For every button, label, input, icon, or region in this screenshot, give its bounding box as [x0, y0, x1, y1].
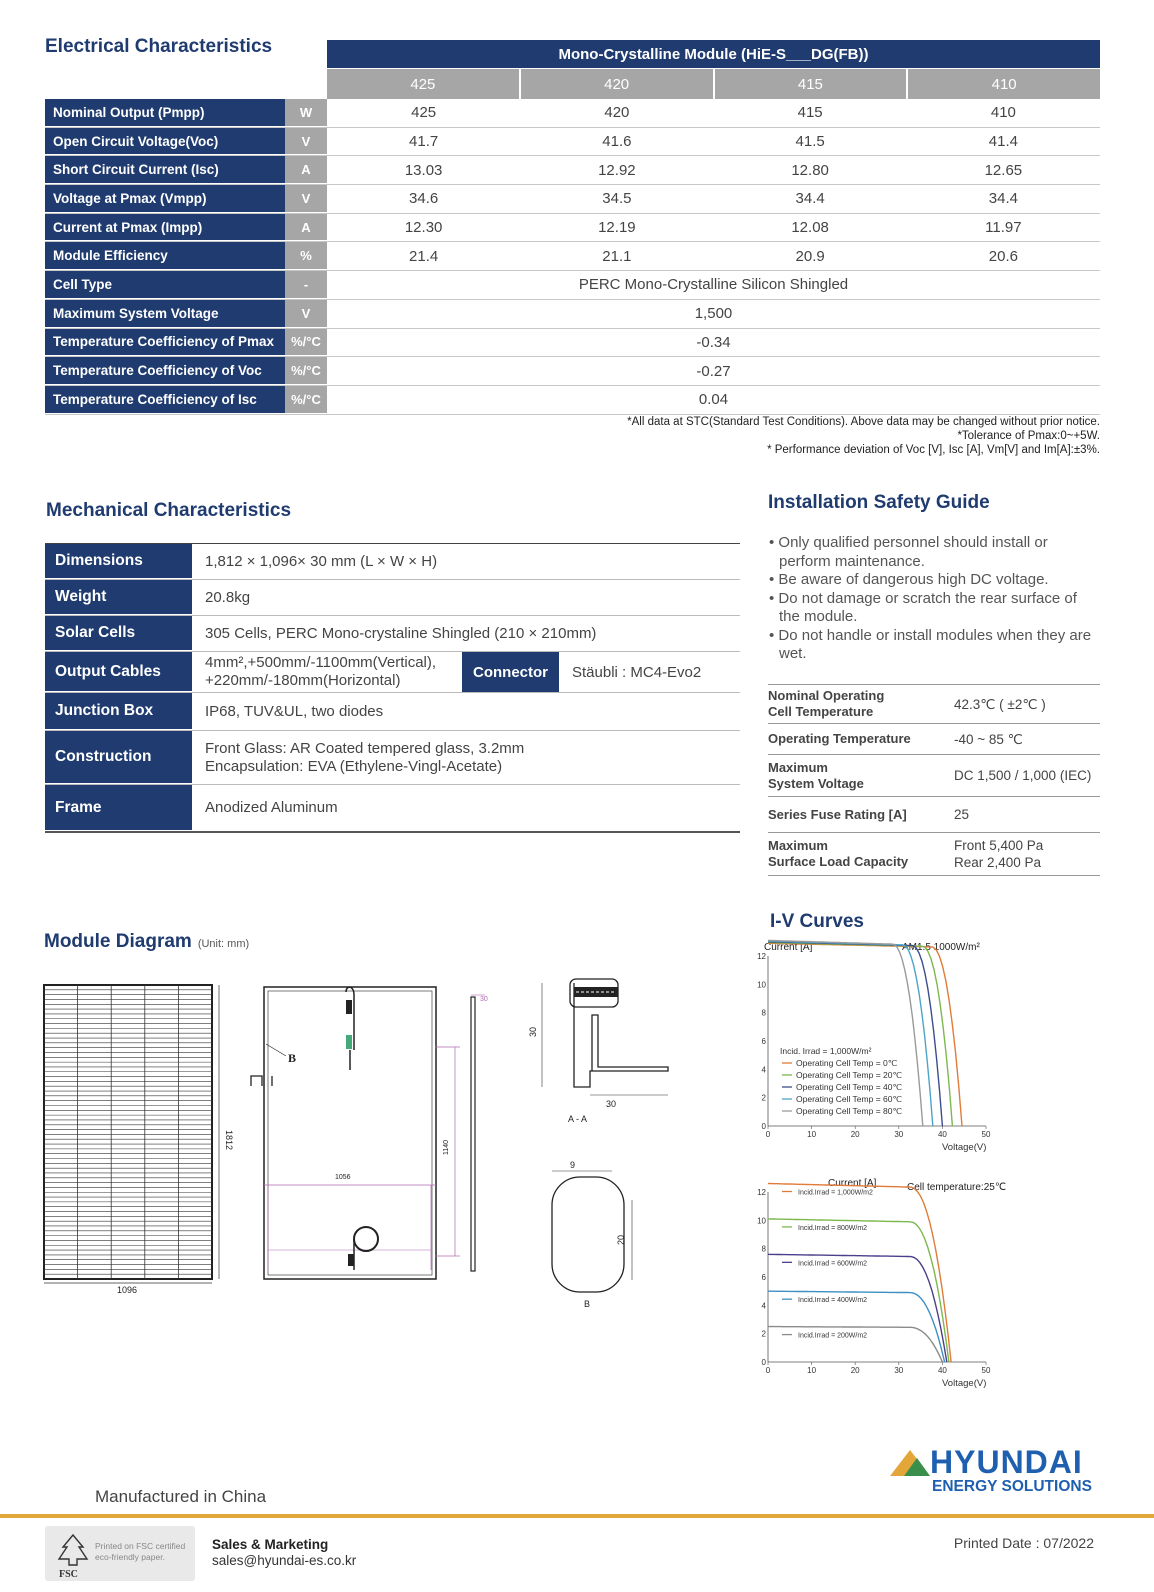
row-value: 420 [604, 104, 630, 122]
row-value: -0.34 [696, 333, 731, 351]
connector-label: Connector [462, 652, 559, 692]
y-axis-label: Current [A] [764, 942, 813, 953]
row-value: 20.6 [988, 247, 1018, 265]
series-label: Incid.Irrad = 1,000W/m2 [798, 1189, 873, 1197]
row-value: 425 [411, 104, 437, 122]
mech-label: Construction [45, 731, 192, 784]
manufactured-in: Manufactured in China [95, 1487, 267, 1506]
electrical-row [45, 386, 1100, 415]
mech-row-frame [45, 785, 740, 831]
fsc-tree-icon [53, 1531, 93, 1579]
electrical-row [45, 99, 1100, 128]
spec-label: Maximum System Voltage [768, 759, 864, 791]
model-425: 425 [327, 69, 519, 99]
electrical-row [45, 242, 1100, 271]
x-axis-label: Voltage(V) [942, 1378, 987, 1389]
row-unit: %/°C [285, 357, 327, 385]
spec-label: Nominal Operating Cell Temperature [768, 688, 885, 719]
safety-item: • Do not handle or install modules when they are wet. [768, 627, 1098, 664]
legend-label: Operating Cell Temp = 40℃ [796, 1082, 903, 1092]
row-unit: V [285, 185, 327, 213]
model-410: 410 [906, 69, 1100, 99]
row-label: Temperature Coefficiency of Voc [45, 357, 285, 385]
safety-item: • Do not damage or scratch the rear surface of the module. [768, 590, 1098, 627]
y-tick-label: 12 [757, 952, 766, 961]
row-label: Open Circuit Voltage(Voc) [45, 128, 285, 156]
mech-row-cells [45, 616, 740, 652]
iv-chart-irradiance [757, 1178, 1022, 1403]
y-tick-label: 8 [761, 1008, 766, 1018]
spec-label: Maximum Surface Load Capacity [768, 838, 909, 869]
row-unit: %/°C [285, 386, 327, 414]
printed-date: Printed Date : 07/2022 [953, 1535, 1094, 1551]
row-label: Maximum System Voltage [45, 300, 285, 328]
x-axis-label: Voltage(V) [942, 1142, 987, 1153]
mech-row-dimensions [45, 544, 740, 580]
dim-20: 20 [616, 1234, 626, 1245]
row-value: 34.4 [988, 190, 1018, 208]
electrical-title: Electrical Characteristics [45, 36, 273, 57]
section-b-drawing [540, 1160, 650, 1310]
x-tick-label: 20 [850, 1366, 860, 1375]
rear-view-drawing [250, 980, 510, 1290]
mech-value [192, 652, 462, 692]
spec-row [768, 832, 1100, 876]
x-tick-label: 50 [981, 1130, 991, 1139]
front-view-drawing [40, 980, 240, 1295]
safety-item: • Only qualified personnel should install or perform maintenance. [768, 534, 1098, 571]
row-value: 41.7 [409, 133, 439, 151]
mech-label: Dimensions [45, 544, 192, 579]
spec-value: 25 [954, 807, 970, 822]
row-unit: V [285, 128, 327, 156]
iv-title: I-V Curves [770, 911, 864, 932]
y-tick-label: 4 [761, 1065, 766, 1075]
sales-contact [212, 1537, 356, 1569]
series-label: Incid.Irrad = 600W/m2 [798, 1260, 868, 1268]
x-tick-label: 40 [937, 1130, 947, 1139]
y-tick-label: 2 [761, 1093, 766, 1103]
note-deviation: * Performance deviation of Voc [V], Isc [A], Vm[V] and Im[A]:±3%. [767, 444, 1100, 456]
y-tick-label: 10 [757, 1216, 766, 1226]
row-value: -0.27 [696, 362, 731, 380]
legend-label: Operating Cell Temp = 80℃ [796, 1106, 903, 1116]
mechanical-table [45, 543, 740, 833]
mech-value: 20.8kg [205, 588, 251, 606]
electrical-row [45, 156, 1100, 185]
row-value: 12.08 [791, 219, 829, 237]
spec-label: Series Fuse Rating [A] [768, 806, 907, 822]
x-tick-label: 10 [807, 1366, 817, 1375]
mech-label: Weight [45, 580, 192, 615]
section-aa-label: A - A [568, 1114, 588, 1124]
row-value: 34.4 [795, 190, 825, 208]
electrical-row [45, 329, 1100, 358]
row-value: 34.6 [409, 190, 439, 208]
diagram-unit: (Unit: mm) [197, 938, 250, 950]
x-tick-label: 30 [894, 1366, 904, 1375]
logo-subtext: ENERGY SOLUTIONS [932, 1478, 1092, 1495]
spec-value: DC 1,500 / 1,000 (IEC) [954, 768, 1092, 783]
row-value: 12.92 [598, 161, 636, 179]
row-label: Temperature Coefficiency of Isc [45, 386, 285, 414]
model-420: 420 [519, 69, 713, 99]
row-value: 11.97 [985, 219, 1022, 237]
y-tick-label: 4 [761, 1301, 766, 1311]
safety-title: Installation Safety Guide [768, 492, 990, 513]
x-tick-label: 30 [894, 1130, 904, 1139]
y-tick-label: 0 [761, 1122, 766, 1131]
mech-label: Junction Box [45, 693, 192, 730]
spec-row [768, 723, 1100, 754]
legend-label: Operating Cell Temp = 20℃ [796, 1070, 903, 1080]
mech-row-weight [45, 580, 740, 616]
mech-label: Solar Cells [45, 616, 192, 651]
row-value: 21.1 [602, 247, 632, 265]
sales-email[interactable]: sales@hyundai-es.co.kr [212, 1553, 357, 1568]
x-tick-label: 40 [937, 1366, 947, 1375]
iv-chart-temperature [757, 942, 1022, 1167]
row-unit: %/°C [285, 329, 327, 357]
construction-line1: Front Glass: AR Coated tempered glass, 3.2mm [205, 739, 525, 757]
row-label: Cell Type [45, 271, 285, 299]
row-value: 12.19 [598, 219, 636, 237]
legend-title: Incid. Irrad = 1,000W/m² [780, 1046, 872, 1056]
chart-title: Cell temperature:25℃ [907, 1182, 1007, 1193]
footer-divider [0, 1514, 1154, 1518]
fsc-mark: FSC [59, 1569, 78, 1580]
dim-30-side: 30 [480, 996, 488, 1003]
note-tolerance: *Tolerance of Pmax:0~+5W. [957, 430, 1100, 442]
y-tick-label: 10 [757, 980, 766, 990]
row-unit: W [285, 99, 327, 127]
row-value: 415 [797, 104, 823, 122]
series-label: Incid.Irrad = 200W/m2 [798, 1332, 868, 1340]
row-unit: - [285, 271, 327, 299]
spec-value: Front 5,400 Pa Rear 2,400 Pa [954, 838, 1044, 870]
row-label: Short Circuit Current (Isc) [45, 156, 285, 184]
mech-row-construction [45, 731, 740, 785]
row-value: PERC Mono-Crystalline Silicon Shingled [578, 276, 849, 294]
y-tick-label: 2 [761, 1329, 766, 1339]
electrical-row [45, 357, 1100, 386]
row-label: Nominal Output (Pmpp) [45, 99, 285, 127]
series-label: Incid.Irrad = 400W/m2 [798, 1297, 868, 1305]
row-label: Current at Pmax (Impp) [45, 214, 285, 242]
mech-value [192, 731, 740, 784]
y-tick-label: 8 [761, 1244, 766, 1254]
logo-triangle-icon [890, 1448, 930, 1478]
y-tick-label: 12 [757, 1188, 766, 1197]
module-header: Mono-Crystalline Module (HiE-S___DG(FB)) [327, 40, 1100, 68]
safety-item: • Be aware of dangerous high DC voltage. [768, 571, 1098, 590]
row-label: Voltage at Pmax (Vmpp) [45, 185, 285, 213]
row-value: 34.5 [602, 190, 632, 208]
y-tick-label: 6 [761, 1273, 766, 1282]
row-value: 41.6 [602, 133, 632, 151]
row-value: 1,500 [694, 305, 733, 323]
safety-specs [768, 684, 1100, 876]
mech-value: Anodized Aluminum [205, 799, 338, 816]
chart-title: AM1.5 1000W/m² [902, 942, 980, 953]
electrical-row [45, 185, 1100, 214]
iv-series-line [768, 1254, 947, 1362]
row-unit: V [285, 300, 327, 328]
row-label: Temperature Coefficiency of Pmax [45, 329, 285, 357]
electrical-notes [627, 415, 1100, 457]
mech-value: IP68, TUV&UL, two diodes [205, 702, 384, 720]
row-value: 0.04 [698, 391, 729, 409]
spec-row [768, 684, 1100, 723]
diagram-title: Module Diagram (Unit: mm) [44, 931, 250, 952]
row-value: 13.03 [404, 161, 443, 179]
spec-value: 42.3℃ ( ±2℃ ) [954, 696, 1046, 712]
spec-row [768, 796, 1100, 832]
dim-1812: 1812 [224, 1130, 234, 1151]
mech-value: 1,812 × 1,096× 30 mm (L × W × H) [205, 552, 438, 570]
electrical-row [45, 271, 1100, 300]
dim-1140: 1140 [443, 1139, 450, 1155]
cables-line1: 4mm²,+500mm/-1100mm(Vertical), [205, 654, 437, 671]
row-unit: A [285, 156, 327, 184]
iv-series-line [768, 1219, 949, 1362]
fsc-badge [45, 1526, 195, 1581]
dim-1056: 1056 [335, 1174, 351, 1181]
legend-label: Operating Cell Temp = 0℃ [796, 1058, 898, 1068]
row-unit: % [285, 242, 327, 270]
x-tick-label: 50 [981, 1366, 991, 1375]
x-tick-label: 0 [765, 1366, 771, 1375]
dim-1096: 1096 [117, 1285, 138, 1295]
row-value: 41.5 [795, 133, 825, 151]
row-unit: A [285, 214, 327, 242]
spec-row [768, 754, 1100, 796]
row-value: 410 [990, 104, 1016, 122]
spec-label: Operating Temperature [768, 731, 911, 746]
label-b: B [288, 1051, 297, 1065]
row-value: 21.4 [409, 247, 439, 265]
row-value: 41.4 [988, 133, 1018, 151]
x-tick-label: 20 [850, 1130, 860, 1139]
y-tick-label: 0 [761, 1358, 766, 1367]
fsc-text: Printed on FSC certified eco-friendly paper. [95, 1541, 186, 1562]
mech-label: Output Cables [45, 652, 192, 692]
row-value: 12.65 [984, 161, 1023, 179]
x-tick-label: 0 [765, 1130, 771, 1139]
dim-30-height: 30 [528, 1026, 538, 1037]
connector-value: Stäubli : MC4-Evo2 [572, 663, 702, 681]
electrical-row [45, 128, 1100, 157]
construction-line2: Encapsulation: EVA (Ethylene-Vingl-Acetate) [205, 757, 503, 775]
row-value: 20.9 [795, 247, 825, 265]
series-label: Incid.Irrad = 800W/m2 [798, 1224, 868, 1232]
x-tick-label: 10 [807, 1130, 817, 1139]
dim-30-width: 30 [606, 1099, 617, 1109]
electrical-row [45, 214, 1100, 243]
mech-row-jbox [45, 693, 740, 731]
section-b-label: B [584, 1299, 591, 1309]
safety-list [768, 534, 1098, 664]
y-axis-label: Current [A] [828, 1178, 877, 1189]
row-label: Module Efficiency [45, 242, 285, 270]
row-value: 12.80 [791, 161, 829, 179]
model-415: 415 [713, 69, 907, 99]
section-aa-drawing [530, 975, 680, 1125]
mech-value: 305 Cells, PERC Mono-crystaline Shingled (210 × 210mm) [205, 624, 597, 642]
spec-value: -40 ~ 85 ℃ [954, 731, 1023, 747]
cables-line2: +220mm/-180mm(Horizontal) [205, 672, 401, 689]
sales-title: Sales & Marketing [212, 1537, 329, 1552]
note-stc: *All data at STC(Standard Test Conditions). Above data may be changed without prior notice. [627, 416, 1100, 428]
dim-9: 9 [570, 1160, 576, 1170]
logo-text: HYUNDAI [930, 1444, 1083, 1480]
model-header-row [327, 69, 1100, 99]
electrical-rows [45, 99, 1100, 415]
row-value: 12.30 [404, 219, 443, 237]
legend-label: Operating Cell Temp = 60℃ [796, 1094, 903, 1104]
mech-row-cables [45, 652, 740, 693]
mechanical-title: Mechanical Characteristics [46, 500, 292, 521]
y-tick-label: 6 [761, 1037, 766, 1046]
electrical-row [45, 300, 1100, 329]
mech-label: Frame [45, 785, 192, 831]
